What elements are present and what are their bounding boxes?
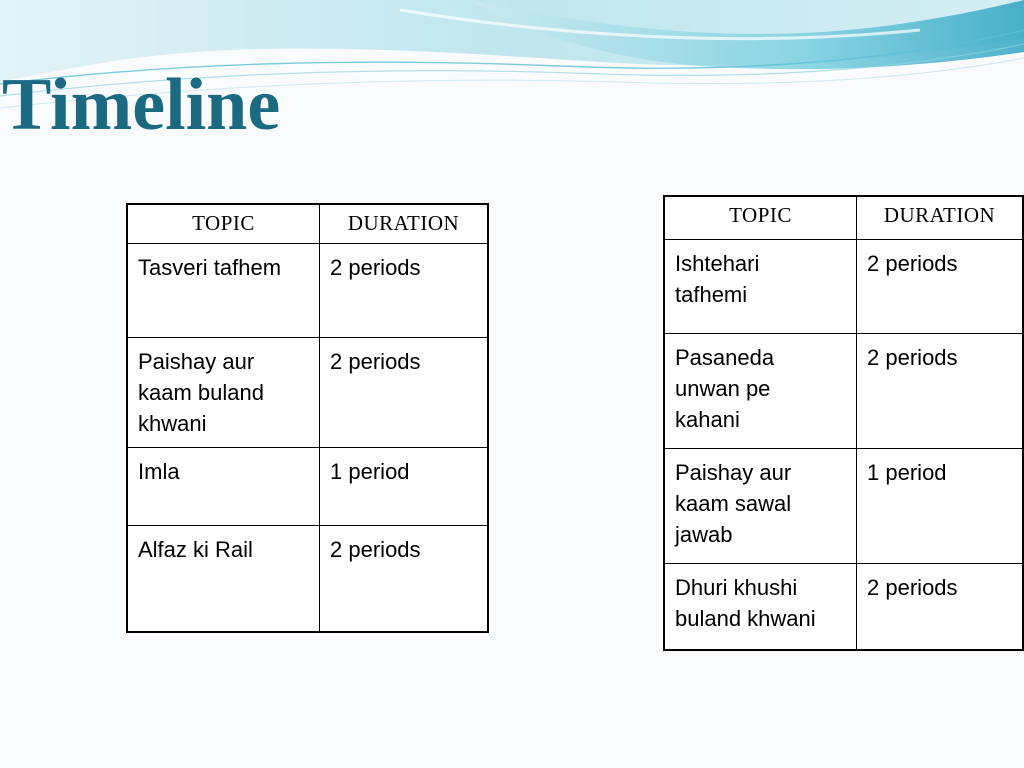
topic-cell: Ishtehari tafhemi	[664, 240, 857, 334]
column-header-topic: TOPIC	[664, 196, 857, 240]
table-row	[127, 526, 488, 632]
duration-cell: 2 periods	[320, 338, 488, 448]
table-row	[664, 334, 1023, 449]
table-row	[664, 564, 1023, 650]
table-header-row	[664, 196, 1023, 240]
topic-cell: Alfaz ki Rail	[127, 526, 320, 632]
topic-cell: Tasveri tafhem	[127, 244, 320, 338]
duration-cell: 2 periods	[320, 526, 488, 632]
timeline-table-right	[663, 195, 1024, 651]
timeline-table-left	[126, 203, 489, 633]
table-row	[127, 338, 488, 448]
column-header-topic: TOPIC	[127, 204, 320, 244]
table-header-row	[127, 204, 488, 244]
page-title: Timeline	[2, 64, 281, 146]
topic-cell: Dhuri khushi buland khwani	[664, 564, 857, 650]
table-row	[664, 240, 1023, 334]
table-row	[127, 244, 488, 338]
duration-cell: 2 periods	[857, 564, 1023, 650]
topic-cell: Imla	[127, 448, 320, 526]
topic-cell: Paishay aur kaam sawal jawab	[664, 449, 857, 564]
column-header-duration: DURATION	[857, 196, 1023, 240]
duration-cell: 1 period	[320, 448, 488, 526]
table-row	[664, 449, 1023, 564]
duration-cell: 2 periods	[857, 334, 1023, 449]
table-row	[127, 448, 488, 526]
duration-cell: 2 periods	[857, 240, 1023, 334]
topic-cell: Paishay aur kaam buland khwani	[127, 338, 320, 448]
duration-cell: 1 period	[857, 449, 1023, 564]
duration-cell: 2 periods	[320, 244, 488, 338]
topic-cell: Pasaneda unwan pe kahani	[664, 334, 857, 449]
column-header-duration: DURATION	[320, 204, 488, 244]
